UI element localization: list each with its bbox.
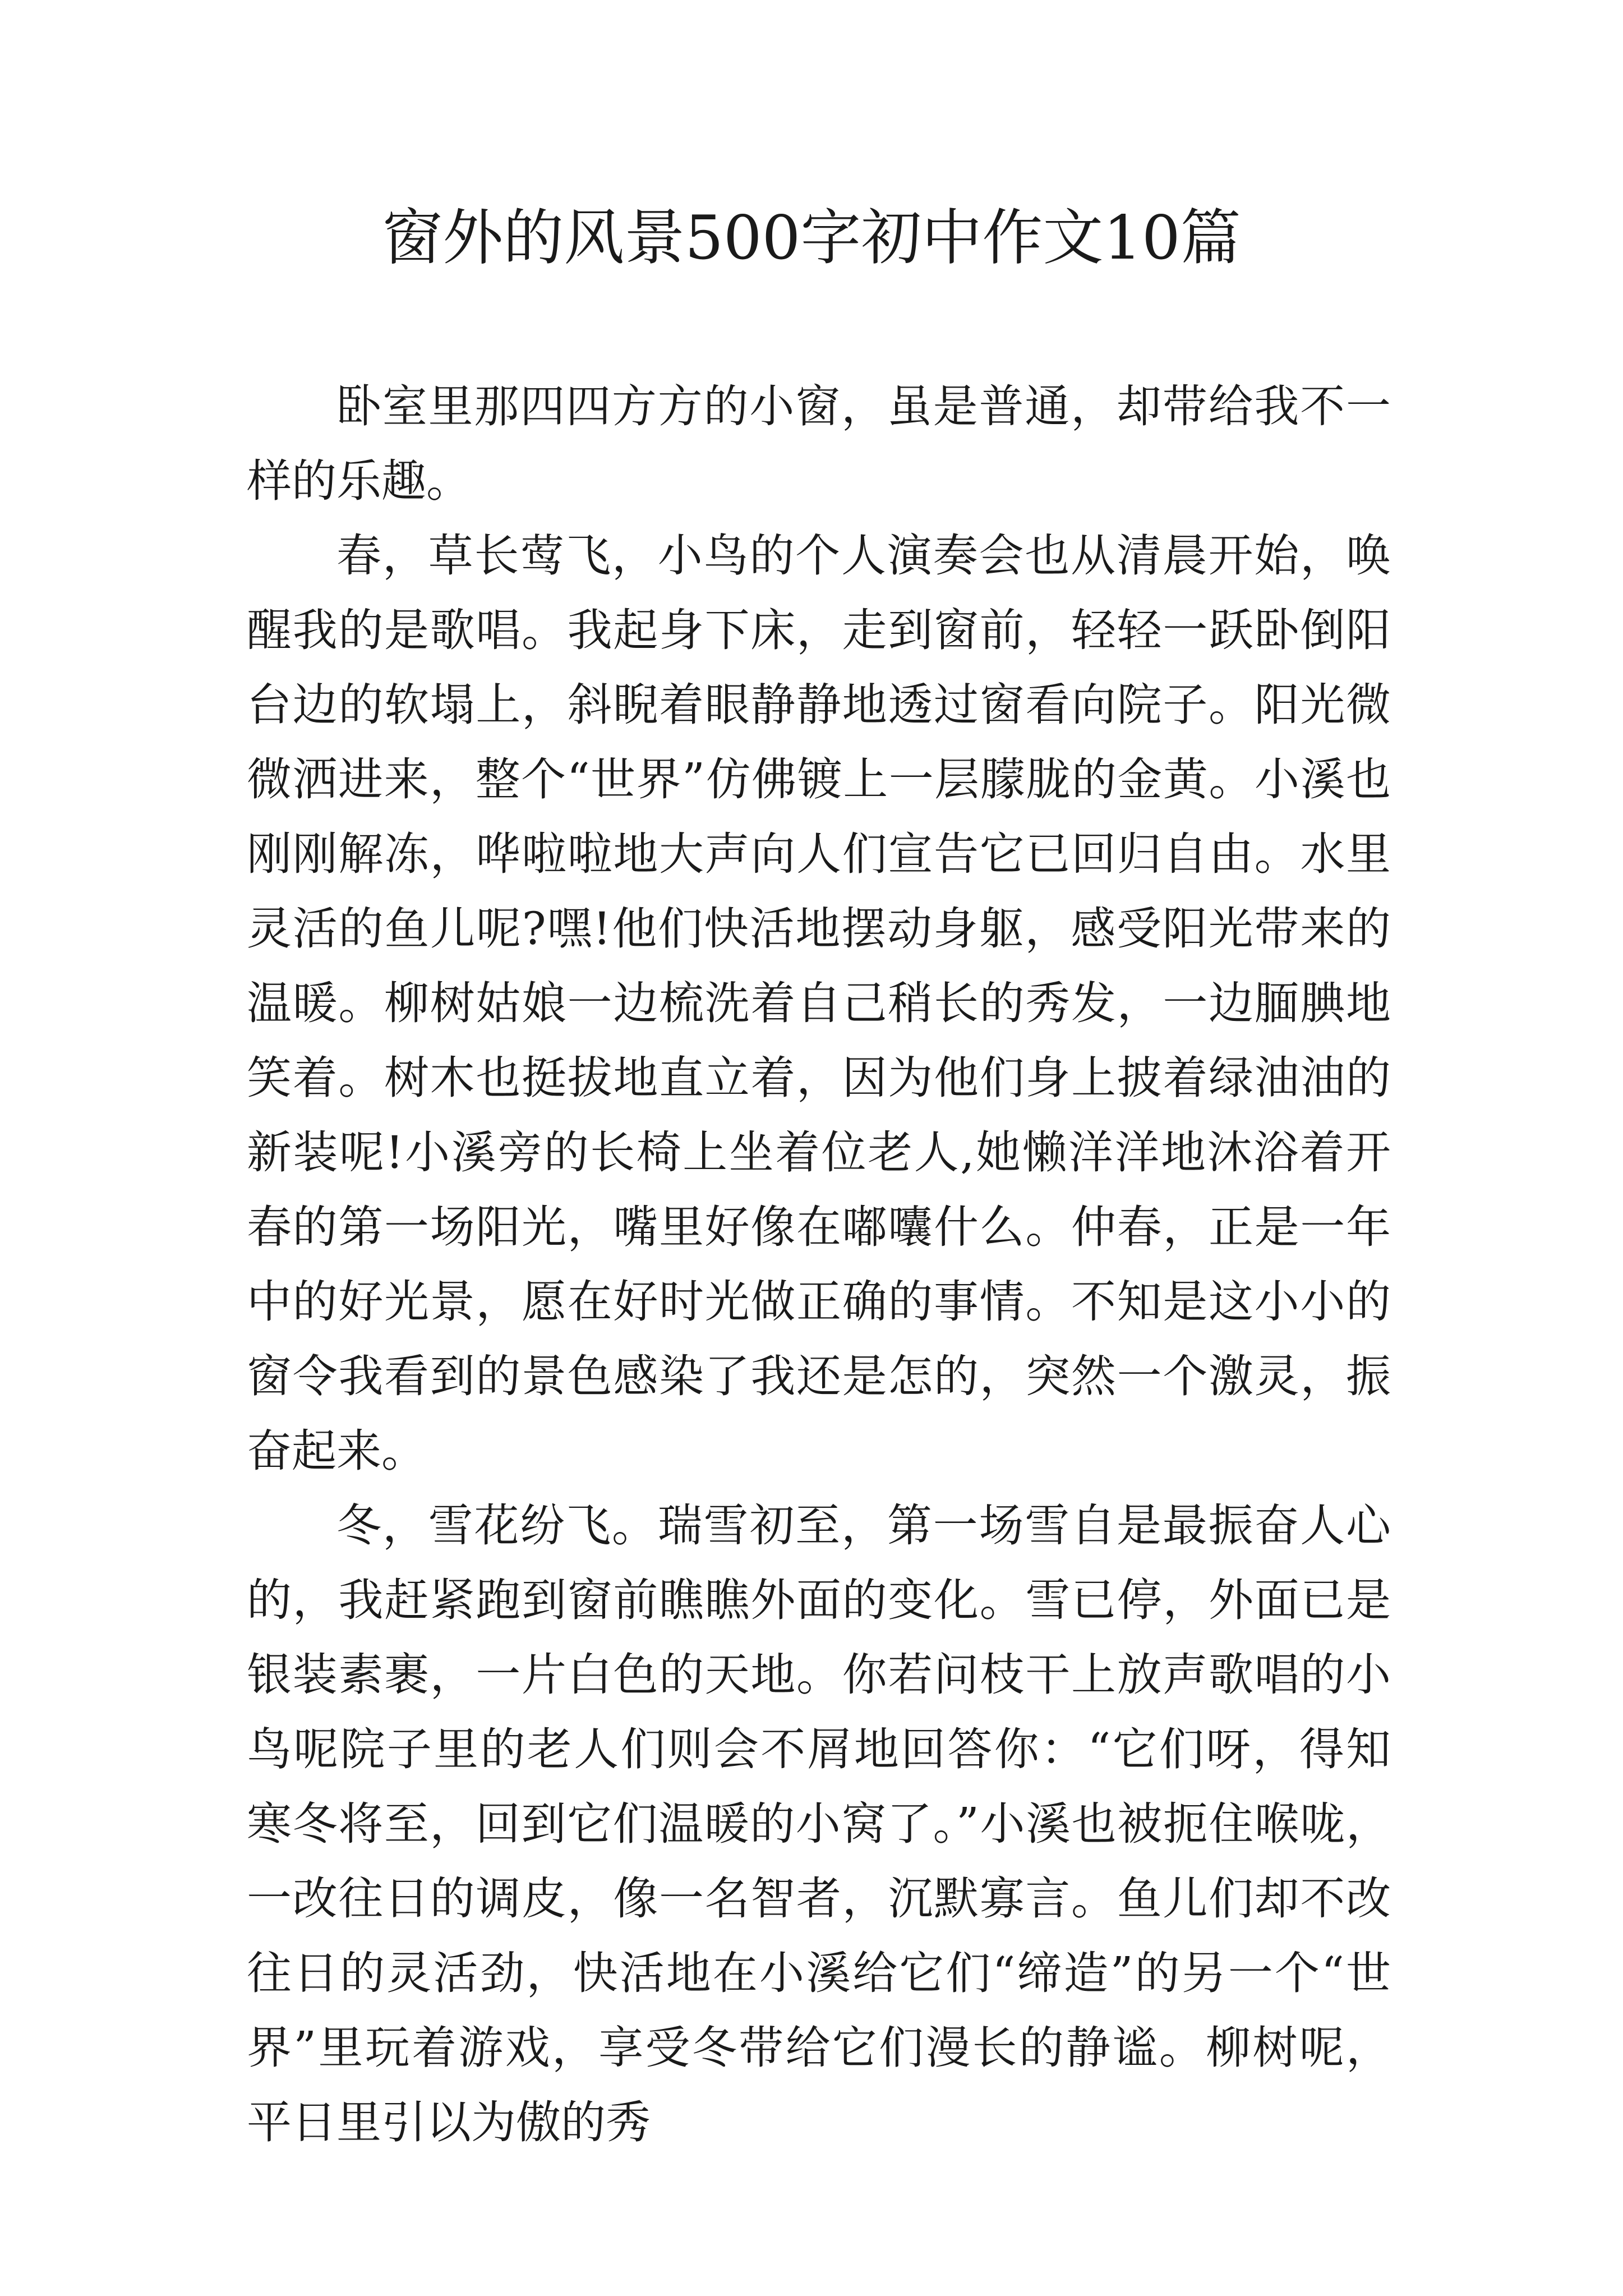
document-title: 窗外的风景500字初中作文10篇 (382, 203, 1241, 273)
paragraph-spring: 春，草长莺飞，小鸟的个人演奏会也从清晨开始，唤醒我的是歌唱。我起身下床，走到窗前，轻轻一跃卧倒阳台边的软塌上，斜睨着眼静静地透过窗看向院子。阳光微微洒进来，整个“世界”仿佛镀上一层朦胧的金黄。小溪也刚刚解冻，哗啦啦地大声向人们宣告它已回归自由。水里灵活的鱼儿呢?嘿!他们快活地摆动身躯，感受阳光带来的温暖。柳树姑娘一边梳洗着自己稍长的秀发，一边腼腆地笑着。树木也挺拔地直立着，因为他们身上披着绿油油的新装呢!小溪旁的长椅上坐着位老人,她懒洋洋地沐浴着开春的第一场阳光，嘴里好像在嘟囔什么。仲春，正是一年中的好光景，愿在好时光做正确的事情。不知是这小小的窗令我看到的景色感染了我还是怎的，突然一个激灵，振奋起来。 (247, 530, 1391, 1477)
document-body (247, 369, 1391, 2160)
paragraph-winter: 冬，雪花纷飞。瑞雪初至，第一场雪自是最振奋人心的，我赶紧跑到窗前瞧瞧外面的变化。雪已停，外面已是银装素裹，一片白色的天地。你若问枝干上放声歌唱的小鸟呢院子里的老人们则会不屑地回答你：“它们呀，得知寒冬将至，回到它们温暖的小窝了。”小溪也被扼住喉咙，一改往日的调皮，像一名智者，沉默寡言。鱼儿们却不改往日的灵活劲，快活地在小溪给它们“缔造”的另一个“世界”里玩着游戏，享受冬带给它们漫长的静谧。柳树呢，平日里引以为傲的秀 (247, 1499, 1391, 2148)
paragraph-intro: 卧室里那四四方方的小窗，虽是普通，却带给我不一样的乐趣。 (247, 380, 1391, 507)
